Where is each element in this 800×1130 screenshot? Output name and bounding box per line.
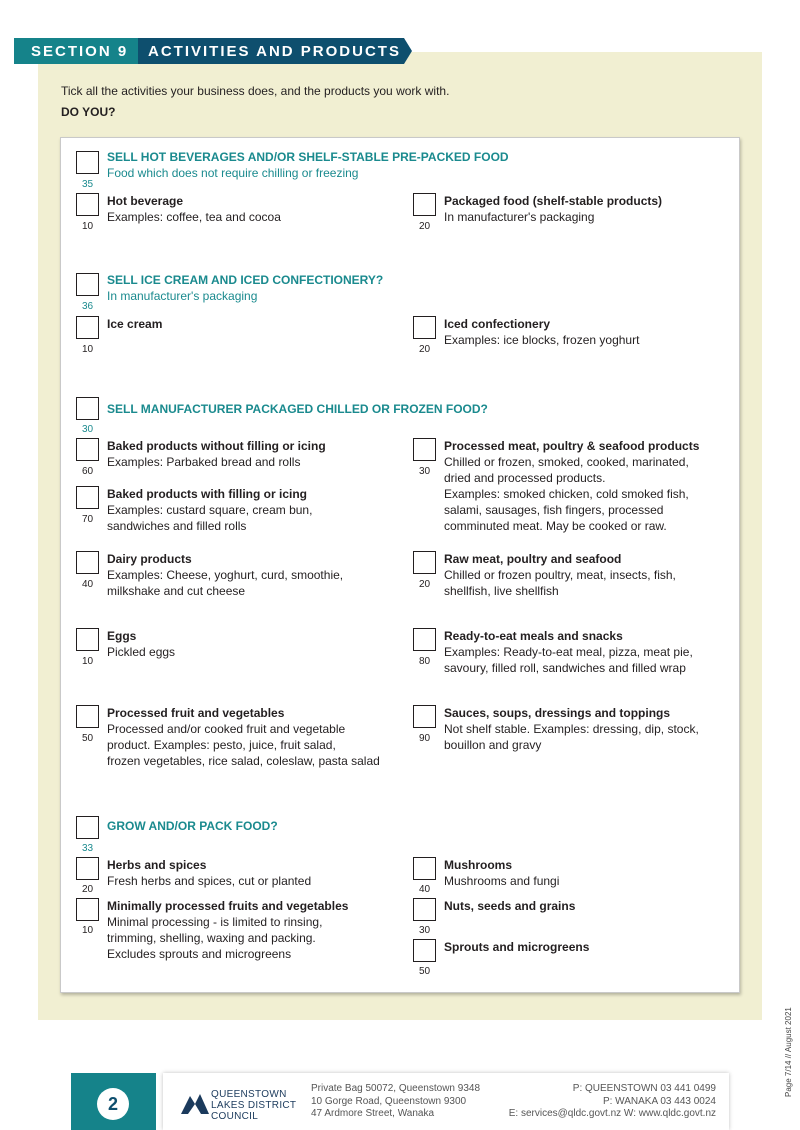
checkbox-herbs[interactable] [76, 857, 99, 880]
checkbox-mushrooms[interactable] [413, 857, 436, 880]
checkbox-ready-to-eat[interactable] [413, 628, 436, 651]
code-hot-group: 35 [82, 179, 94, 190]
council-logo-text: QUEENSTOWN LAKES DISTRICT COUNCIL [211, 1089, 297, 1122]
checkbox-nuts-seeds[interactable] [413, 898, 436, 921]
item-title-raw-meat: Raw meat, poultry and seafood [444, 552, 622, 566]
item-title-processed-fruit-veg: Processed fruit and vegetables [107, 706, 285, 720]
checkbox-processed-fruit-veg[interactable] [76, 705, 99, 728]
item-title-hot-beverage: Hot beverage [107, 194, 184, 208]
code-processed-meat: 30 [419, 466, 431, 477]
code-dairy: 40 [82, 579, 94, 590]
item-desc-baked-no-filling: Examples: Parbaked bread and rolls [107, 455, 301, 469]
item-desc-sauces: Not shelf stable. Examples: dressing, dip, stock, bouillon and gravy [444, 722, 699, 752]
item-desc-packaged-food: In manufacturer's packaging [444, 210, 595, 224]
intro-text: Tick all the activities your business does, and the products you work with. [61, 84, 450, 98]
checkbox-sauces[interactable] [413, 705, 436, 728]
item-desc-iced-confectionery: Examples: ice blocks, frozen yoghurt [444, 333, 640, 347]
checkbox-minimally-processed[interactable] [76, 898, 99, 921]
email-web[interactable]: E: services@qldc.govt.nz W: www.qldc.govt.nz [508, 1108, 716, 1119]
item-desc-dairy: Examples: Cheese, yoghurt, curd, smoothie, milkshake and cut cheese [107, 568, 344, 598]
item-title-baked-no-filling: Baked products without filling or icing [107, 439, 326, 453]
item-desc-minimally-processed: Minimal processing - is limited to rinsing, trimming, shelling, waxing and packing. Excludes sprouts and microgreens [107, 915, 323, 961]
item-title-minimally-processed: Minimally processed fruits and vegetables [107, 899, 349, 913]
item-desc-eggs: Pickled eggs [107, 645, 176, 659]
code-packaged-food: 20 [419, 221, 431, 232]
checkbox-raw-meat[interactable] [413, 551, 436, 574]
code-chilled-group: 30 [82, 424, 94, 435]
code-hot-beverage: 10 [82, 221, 94, 232]
code-minimally-processed: 10 [82, 925, 94, 936]
checkbox-baked-with-filling[interactable] [76, 486, 99, 509]
checkbox-ice-group[interactable] [76, 273, 99, 296]
code-herbs: 20 [82, 884, 94, 895]
checkbox-packaged-food[interactable] [413, 193, 436, 216]
checkbox-chilled-group[interactable] [76, 397, 99, 420]
item-desc-ready-to-eat: Examples: Ready-to-eat meal, pizza, meat pie, savoury, filled roll, sandwiches and filled wrap [444, 645, 693, 675]
item-desc-raw-meat: Chilled or frozen poultry, meat, insects, fish, shellfish, live shellfish [444, 568, 676, 598]
checkbox-eggs[interactable] [76, 628, 99, 651]
group-header-chilled: SELL MANUFACTURER PACKAGED CHILLED OR FROZEN FOOD? [107, 402, 488, 416]
code-processed-fruit-veg: 50 [82, 733, 94, 744]
code-ready-to-eat: 80 [419, 656, 431, 667]
item-desc-baked-with-filling: Examples: custard square, cream bun, sandwiches and filled rolls [107, 503, 313, 533]
item-title-sauces: Sauces, soups, dressings and toppings [444, 706, 671, 720]
item-title-packaged-food: Packaged food (shelf-stable products) [444, 194, 663, 208]
code-ice-cream: 10 [82, 344, 94, 355]
group-header-ice: SELL ICE CREAM AND ICED CONFECTIONERY? [107, 273, 384, 287]
item-title-dairy: Dairy products [107, 552, 192, 566]
group-sub-hot: Food which does not require chilling or freezing [107, 166, 359, 180]
code-mushrooms: 40 [419, 884, 431, 895]
item-title-processed-meat: Processed meat, poultry & seafood products [444, 439, 700, 453]
phone-queenstown: P: QUEENSTOWN 03 441 0499 [572, 1083, 716, 1094]
item-title-eggs: Eggs [107, 629, 137, 643]
group-sub-ice: In manufacturer's packaging [107, 289, 258, 303]
item-title-ice-cream: Ice cream [107, 317, 163, 331]
checkbox-baked-no-filling[interactable] [76, 438, 99, 461]
checkbox-ice-cream[interactable] [76, 316, 99, 339]
checkbox-sprouts[interactable] [413, 939, 436, 962]
item-title-ready-to-eat: Ready-to-eat meals and snacks [444, 629, 623, 643]
checkbox-processed-meat[interactable] [413, 438, 436, 461]
item-desc-processed-fruit-veg: Processed and/or cooked fruit and vegetable product. Examples: pesto, juice, fruit salad, frozen vegetables, rice salad, coleslaw, pasta salad [107, 722, 380, 768]
item-desc-herbs: Fresh herbs and spices, cut or planted [107, 874, 312, 888]
checkbox-grow-group[interactable] [76, 816, 99, 839]
checkbox-dairy[interactable] [76, 551, 99, 574]
item-title-nuts-seeds: Nuts, seeds and grains [444, 899, 576, 913]
item-title-baked-with-filling: Baked products with filling or icing [107, 487, 308, 501]
footer-contact [509, 1083, 716, 1121]
mountain-logo-icon [181, 1088, 209, 1116]
item-desc-processed-meat: Chilled or frozen, smoked, cooked, marinated, dried and processed products. Examples: smoked chicken, cold smoked fish, salami, sausages, fish fingers, processed comminuted meat. May be cooked or raw. [444, 455, 689, 533]
checkbox-hot-beverages-group[interactable] [76, 151, 99, 174]
group-header-hot: SELL HOT BEVERAGES AND/OR SHELF-STABLE PRE-PACKED FOOD [107, 150, 509, 164]
code-baked-with-filling: 70 [82, 514, 94, 525]
code-sprouts: 50 [419, 966, 431, 977]
prompt-text: DO YOU? [61, 105, 116, 119]
code-raw-meat: 20 [419, 579, 431, 590]
code-grow-group: 33 [82, 843, 94, 854]
footer-address: Private Bag 50072, Queenstown 9348 10 Gorge Road, Queenstown 9300 47 Ardmore Street, Wanaka [311, 1083, 481, 1119]
page-number: 2 [97, 1088, 129, 1120]
item-title-mushrooms: Mushrooms [444, 858, 513, 872]
phone-wanaka: P: WANAKA 03 443 0024 [602, 1095, 716, 1107]
code-nuts-seeds: 30 [419, 925, 431, 936]
item-desc-mushrooms: Mushrooms and fungi [444, 874, 560, 888]
checkbox-hot-beverage[interactable] [76, 193, 99, 216]
item-title-herbs: Herbs and spices [107, 858, 207, 872]
group-header-grow: GROW AND/OR PACK FOOD? [107, 819, 278, 833]
item-desc-hot-beverage: Examples: coffee, tea and cocoa [107, 210, 281, 224]
checkbox-iced-confectionery[interactable] [413, 316, 436, 339]
section-title: ACTIVITIES AND PRODUCTS [148, 43, 401, 60]
code-iced-confectionery: 20 [419, 344, 431, 355]
item-title-sprouts: Sprouts and microgreens [444, 940, 590, 954]
code-baked-no-filling: 60 [82, 466, 94, 477]
code-ice-group: 36 [82, 301, 94, 312]
code-sauces: 90 [419, 733, 431, 744]
code-eggs: 10 [82, 656, 94, 667]
section-number: SECTION 9 [31, 43, 129, 60]
item-title-iced-confectionery: Iced confectionery [444, 317, 551, 331]
